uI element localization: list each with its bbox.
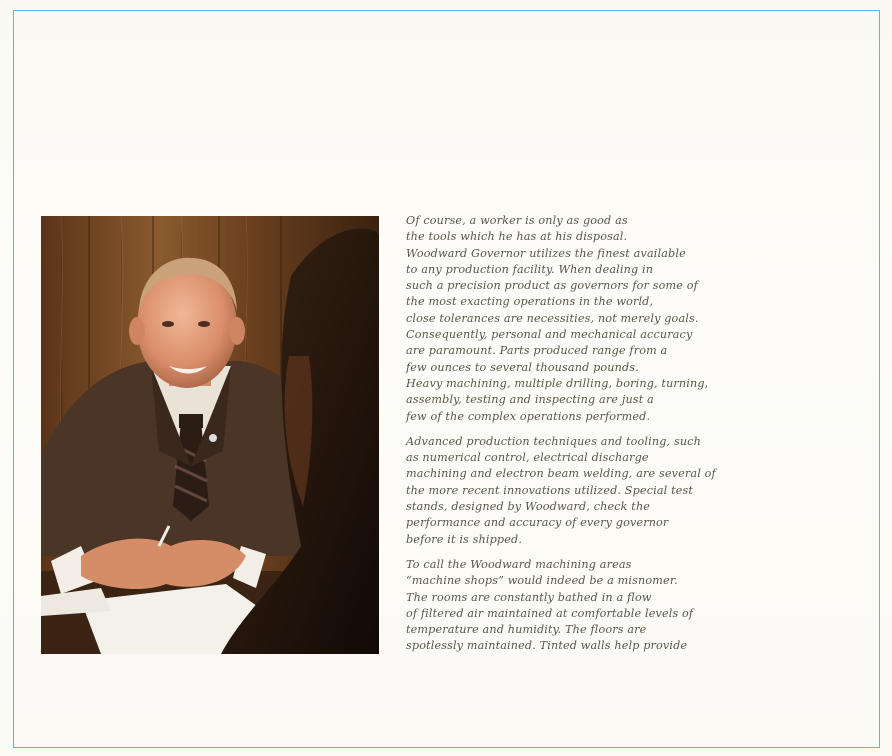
text-line: few of the complex operations performed.: [406, 409, 651, 423]
text-line: to any production facility. When dealing in: [406, 262, 654, 276]
text-line: “machine shops” would indeed be a misnomer.: [406, 574, 678, 588]
paragraph-machining-areas: [406, 557, 726, 655]
text-line: before it is shipped.: [406, 532, 523, 546]
text-line: spotlessly maintained. Tinted walls help provide: [406, 639, 688, 653]
text-line: the most exacting operations in the world,: [406, 295, 654, 309]
text-line: the tools which he has at his disposal.: [406, 230, 628, 244]
text-line: are paramount. Parts produced range from a: [406, 344, 668, 358]
text-line: the more recent innovations utilized. Special test: [406, 483, 694, 497]
text-line: machining and electron beam welding, are several of: [406, 467, 716, 481]
text-line: such a precision product as governors for some of: [406, 279, 698, 293]
text-line: stands, designed by Woodward, check the: [406, 500, 651, 514]
text-line: Consequently, personal and mechanical accuracy: [406, 328, 693, 342]
text-line: The rooms are constantly bathed in a flow: [406, 590, 652, 604]
text-line: Woodward Governor utilizes the finest available: [406, 246, 686, 260]
text-line: To call the Woodward machining areas: [406, 557, 632, 571]
text-line: Of course, a worker is only as good as: [406, 214, 628, 227]
text-line: performance and accuracy of every governor: [406, 516, 669, 530]
text-line: close tolerances are necessities, not merely goals.: [406, 311, 699, 325]
text-line: Heavy machining, multiple drilling, boring, turning,: [406, 376, 709, 390]
photo-businessman-at-desk: [41, 216, 379, 654]
text-line: as numerical control, electrical discharge: [406, 451, 649, 465]
text-line: few ounces to several thousand pounds.: [406, 360, 639, 374]
text-line: of filtered air maintained at comfortable levels of: [406, 606, 694, 620]
paragraph-techniques: [406, 434, 726, 548]
text-line: Advanced production techniques and tooling, such: [406, 434, 701, 448]
text-line: temperature and humidity. The floors are: [406, 623, 647, 637]
text-line: assembly, testing and inspecting are just a: [406, 393, 654, 407]
body-text-column: [406, 213, 726, 664]
paragraph-tools: [406, 213, 726, 425]
